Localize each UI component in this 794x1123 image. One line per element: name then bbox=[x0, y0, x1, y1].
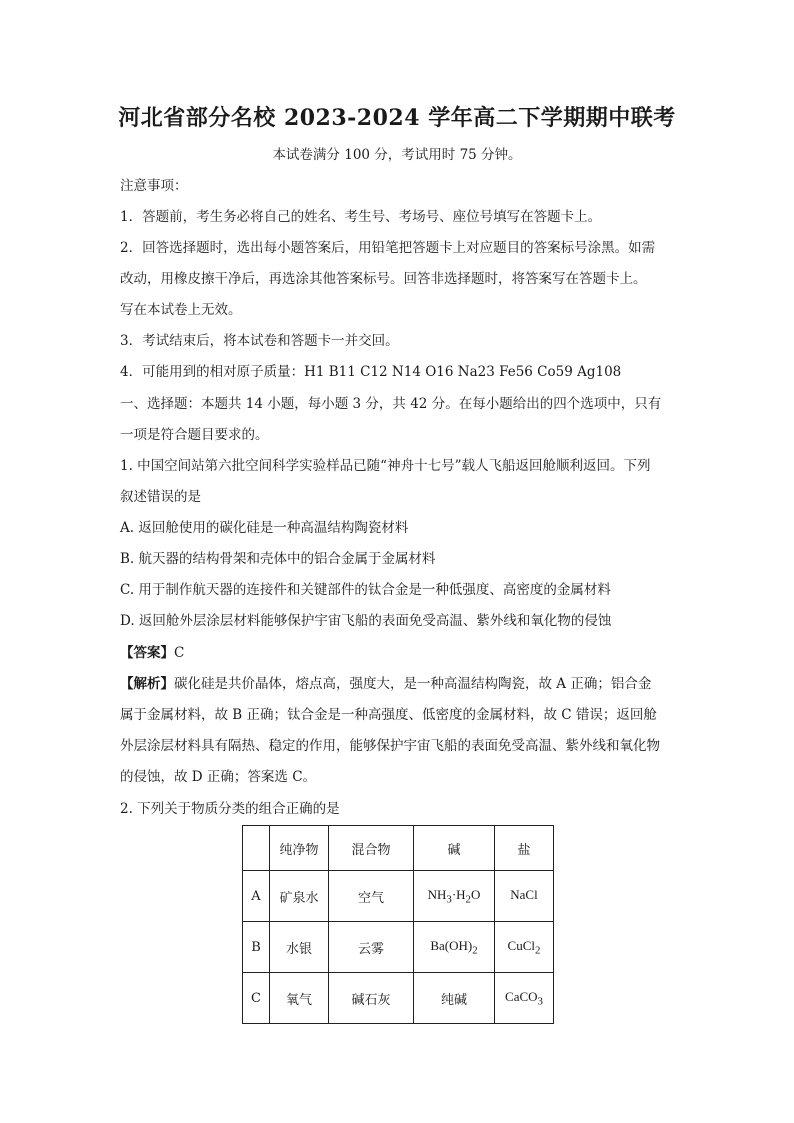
section-heading-line-2: 一项是符合题目要求的。 bbox=[120, 427, 269, 443]
q1-answer bbox=[120, 643, 680, 663]
q1-analysis-line-1 bbox=[120, 674, 680, 694]
row-label: A bbox=[243, 871, 270, 922]
mixture-cell: 云雾 bbox=[329, 922, 414, 973]
note-2-line-3: 写在本试卷上无效。 bbox=[120, 302, 242, 318]
table-header-row bbox=[243, 826, 554, 871]
classification-table bbox=[242, 825, 554, 1024]
q1-analysis-line-2: 属于金属材料，故 B 正确；钛合金是一种高强度、低密度的金属材料，故 C 错误；返回舱 bbox=[120, 707, 657, 723]
mixture-cell: 碱石灰 bbox=[329, 973, 414, 1024]
formula-part: ·H bbox=[451, 886, 466, 902]
formula-part: NaCl bbox=[510, 886, 538, 902]
table-row bbox=[243, 973, 554, 1024]
answer-value: C bbox=[174, 645, 185, 661]
note-4: 4．可能用到的相对原子质量：H1 B11 C12 N14 O16 Na23 Fe56 Co59 Ag108 bbox=[120, 364, 622, 380]
base-cell bbox=[414, 922, 495, 973]
table-header-cell: 纯净物 bbox=[270, 826, 329, 871]
formula-subscript: 2 bbox=[472, 944, 478, 957]
formula-part: Ba(OH) bbox=[430, 937, 473, 953]
row-label: B bbox=[243, 922, 270, 973]
table-row bbox=[243, 922, 554, 973]
q1-analysis-line-4: 的侵蚀，故 D 正确；答案选 C。 bbox=[120, 769, 317, 785]
table-header-cell bbox=[243, 826, 270, 871]
formula-subscript: 3 bbox=[446, 893, 452, 906]
base-cell: 纯碱 bbox=[414, 973, 495, 1024]
analysis-label: 【解析】 bbox=[120, 676, 174, 692]
section-heading-line-1: 一、选择题：本题共 14 小题，每小题 3 分，共 42 分。在每小题给出的四个选项中，只有 bbox=[120, 396, 662, 412]
formula-part: CaCO bbox=[505, 988, 538, 1004]
q1-option-d: D. 返回舱外层涂层材料能够保护宇宙飞船的表面免受高温、紫外线和氧化物的侵蚀 bbox=[120, 613, 612, 629]
formula-part: O bbox=[470, 886, 481, 902]
q1-analysis-line-3: 外层涂层材料具有隔热、稳定的作用，能够保护宇宙飞船的表面免受高温、紫外线和氧化物 bbox=[120, 738, 660, 754]
note-2-line-1: 2．回答选择题时，选出每小题答案后，用铅笔把答题卡上对应题目的答案标号涂黑。如需 bbox=[120, 240, 656, 256]
q1-stem-line-2: 叙述错误的是 bbox=[120, 489, 201, 505]
formula-subscript: 2 bbox=[535, 944, 541, 957]
formula-part: CuCl bbox=[507, 937, 536, 953]
answer-label: 【答案】 bbox=[120, 645, 174, 661]
formula-subscript: 3 bbox=[537, 995, 543, 1008]
table-header-cell: 混合物 bbox=[329, 826, 414, 871]
table-header-cell: 盐 bbox=[495, 826, 554, 871]
row-label: C bbox=[243, 973, 270, 1024]
table-row bbox=[243, 871, 554, 922]
salt-cell bbox=[495, 973, 554, 1024]
pure-cell: 氧气 bbox=[270, 973, 329, 1024]
salt-cell bbox=[495, 871, 554, 922]
q1-option-c: C. 用于制作航天器的连接件和关键部件的钛合金是一种低强度、高密度的金属材料 bbox=[120, 582, 611, 598]
note-3: 3．考试结束后，将本试卷和答题卡一并交回。 bbox=[120, 333, 399, 349]
q1-stem-line-1: 1. 中国空间站第六批空间科学实验样品已随“神舟十七号”载人飞船返回舱顺利返回。下列 bbox=[120, 458, 651, 474]
pure-cell: 矿泉水 bbox=[270, 871, 329, 922]
exam-info: 本试卷满分 100 分，考试用时 75 分钟。 bbox=[272, 147, 522, 163]
analysis-text-1: 碳化硅是共价晶体，熔点高，强度大，是一种高温结构陶瓷，故 A 正确；铝合金 bbox=[174, 676, 652, 692]
page-title: 河北省部分名校 2023-2024 学年高二下学期期中联考 bbox=[118, 105, 676, 131]
formula-subscript: 2 bbox=[465, 893, 471, 906]
base-cell bbox=[414, 871, 495, 922]
q2-stem: 2. 下列关于物质分类的组合正确的是 bbox=[120, 801, 340, 817]
note-2-line-2: 改动，用橡皮擦干净后，再选涂其他答案标号。回答非选择题时，将答案写在答题卡上。 bbox=[120, 271, 647, 287]
table-header-cell: 碱 bbox=[414, 826, 495, 871]
q1-option-b: B. 航天器的结构骨架和壳体中的铝合金属于金属材料 bbox=[120, 551, 436, 567]
formula-part: NH bbox=[427, 886, 447, 902]
q1-option-a: A. 返回舱使用的碳化硅是一种高温结构陶瓷材料 bbox=[120, 520, 409, 536]
pure-cell: 水银 bbox=[270, 922, 329, 973]
mixture-cell: 空气 bbox=[329, 871, 414, 922]
notes-heading: 注意事项： bbox=[120, 178, 188, 194]
salt-cell bbox=[495, 922, 554, 973]
note-1: 1．答题前，考生务必将自己的姓名、考生号、考场号、座位号填写在答题卡上。 bbox=[120, 209, 602, 225]
